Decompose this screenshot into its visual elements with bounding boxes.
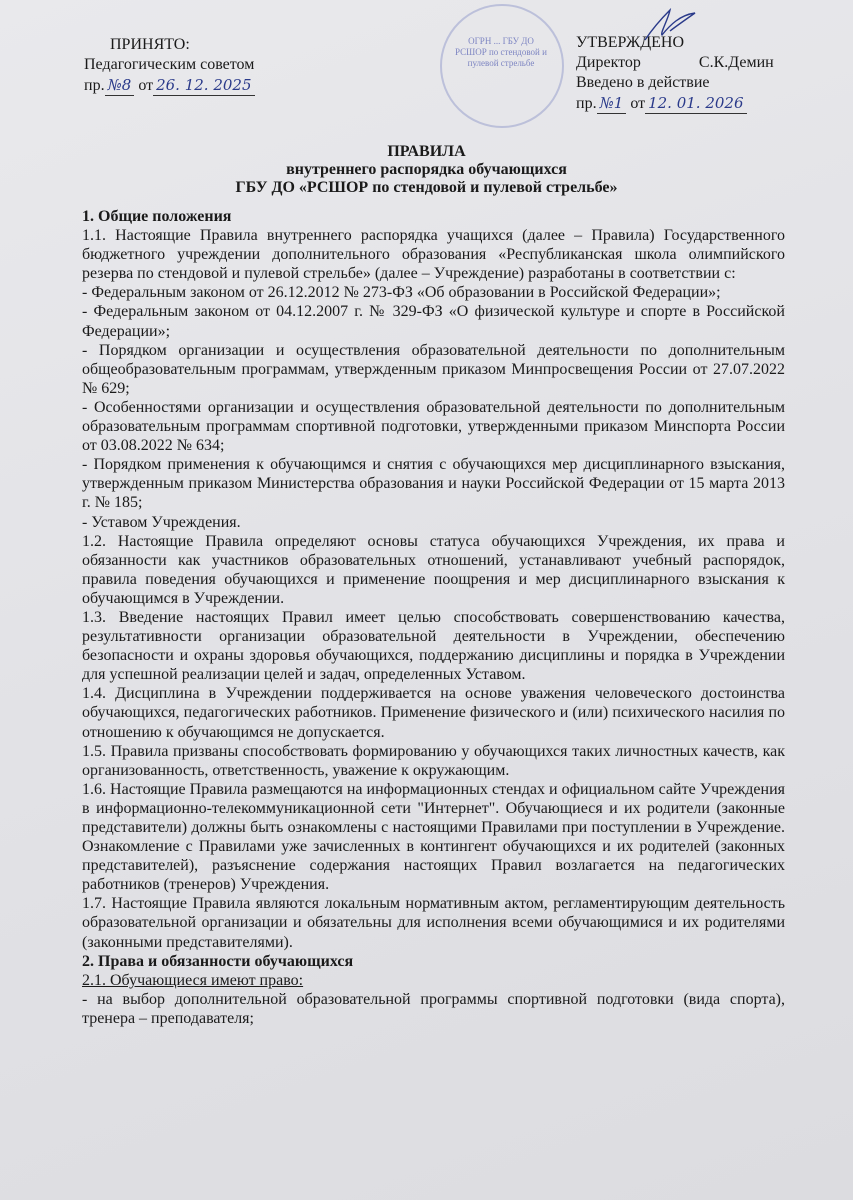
document-title [0, 143, 853, 197]
protocol-prefix: пр. [84, 77, 105, 94]
approval-block-approved [576, 33, 774, 114]
director-line [576, 53, 774, 73]
paragraph: - Федеральным законом от 04.12.2007 г. № 329-ФЗ «О физической культуре и спорте в Российской Федерации»; [82, 303, 785, 340]
title-line-3: ГБУ ДО «РСШОР по стендовой и пулевой стрельбе» [235, 179, 618, 196]
paragraph: 1.5. Правила призваны способствовать формированию у обучающихся таких личностных качеств, как организованность, ответственность, уважение к окружающим. [82, 742, 785, 779]
paragraph: - Уставом Учреждения. [82, 513, 241, 531]
accepted-protocol [84, 75, 255, 96]
approved-protocol [576, 93, 774, 114]
approved-heading: УТВЕРЖДЕНО [576, 34, 685, 51]
paragraph: 1.2. Настоящие Правила определяют основы статуса обучающихся Учреждения, их права и обязанности как участников образовательных отношений, устанавливают учебный распорядок, правила поведения обучающихся и применение поощрения и мер дисциплинарного взыскания к обучающимся в Учреждении. [82, 532, 785, 607]
accepted-by: Педагогическим советом [84, 56, 255, 73]
date-prefix: от [630, 95, 646, 112]
paragraph: 1.1. Настоящие Правила внутреннего распорядка учащихся (далее – Правила) Государственного бюджетного учреждении дополнительного образования «Республиканская школа олимпийского резерва по стендовой и пулевой стрельбе» (далее – Учреждение) разработаны в соответствии с: [82, 227, 785, 283]
date-prefix: от [138, 77, 154, 94]
protocol-date-handwritten: 12. 01. 2026 [645, 93, 746, 114]
director-position: Директор [576, 54, 641, 71]
effective-label: Введено в действие [576, 74, 710, 91]
paragraph: - Порядком организации и осуществления образовательной деятельности по дополнительным общеобразовательным программам, утвержденным приказом Минпросвещения России от 27.07.2022 № 629; [82, 341, 785, 397]
section-2-heading: 2. Права и обязанности обучающихся [82, 952, 354, 970]
protocol-number-handwritten: №8 [105, 75, 135, 96]
paragraph: 1.7. Настоящие Правила являются локальным нормативным актом, регламентирующим деятельность образовательной организации и обязательны для исполнения всеми обучающимися и их родителями (законными представителями). [82, 895, 785, 951]
section-2-subheading: 2.1. Обучающиеся имеют право: [82, 971, 304, 989]
paragraph: - Федеральным законом от 26.12.2012 № 273-ФЗ «Об образовании в Российской Федерации»; [82, 284, 721, 302]
section-1-heading: 1. Общие положения [82, 208, 232, 225]
document-body [82, 207, 785, 1028]
protocol-prefix: пр. [576, 95, 597, 112]
title-line-1: ПРАВИЛА [387, 143, 466, 160]
protocol-date-handwritten: 26. 12. 2025 [153, 75, 254, 96]
accepted-heading: ПРИНЯТО: [110, 36, 190, 53]
protocol-number-handwritten: №1 [597, 93, 627, 114]
paragraph: 1.4. Дисциплина в Учреждении поддерживается на основе уважения человеческого достоинства обучающихся, педагогических работников. Применение физического и (или) психического насилия по отношению к обучающимся не допускается. [82, 685, 785, 741]
director-name: С.К.Демин [698, 54, 774, 71]
paragraph: - на выбор дополнительной образовательной программы спортивной подготовки (вида спорта), тренера – преподавателя; [82, 990, 785, 1027]
paragraph: - Особенностями организации и осуществления образовательной деятельности по дополнительным образовательным программам спортивной подготовки, утвержденными приказом Минспорта России от 03.08.2022 № 634; [82, 398, 785, 455]
approval-block-accepted [84, 35, 255, 96]
paragraph: 1.6. Настоящие Правила размещаются на информационных стендах и официальном сайте Учреждения в информационно-телекоммуникационной сети "Интернет". Обучающиеся и их родители (законные представители) должны быть ознакомлены с настоящими Правилами при поступлении в Учреждение. Ознакомление с Правилами уже зачисленных в контингент обучающихся и их родителей (законных представителей), разъяснение содержания настоящих Правил возлагается на педагогических работников (тренеров) Учреждения. [82, 780, 785, 894]
title-line-2: внутреннего распорядка обучающихся [286, 161, 567, 178]
paragraph: 1.3. Введение настоящих Правил имеет целью способствовать совершенствованию качества, результативности организации образовательной деятельности в Учреждении, обеспечению безопасности и охраны здоровья обучающихся, поддержанию дисциплины и порядка в Учреждении для успешной реализации целей и задач, определенных Уставом. [82, 608, 785, 684]
paragraph: - Порядком применения к обучающимся и снятия с обучающихся мер дисциплинарного взыскания, утвержденным приказом Министерства образования и науки Российской Федерации от 15 марта 2013 г. № 185; [82, 456, 785, 512]
director-signature [640, 5, 700, 45]
stamp-text: ОГРН ... ГБУ ДО РСШОР по стендовой и пулевой стрельбе [455, 36, 547, 68]
